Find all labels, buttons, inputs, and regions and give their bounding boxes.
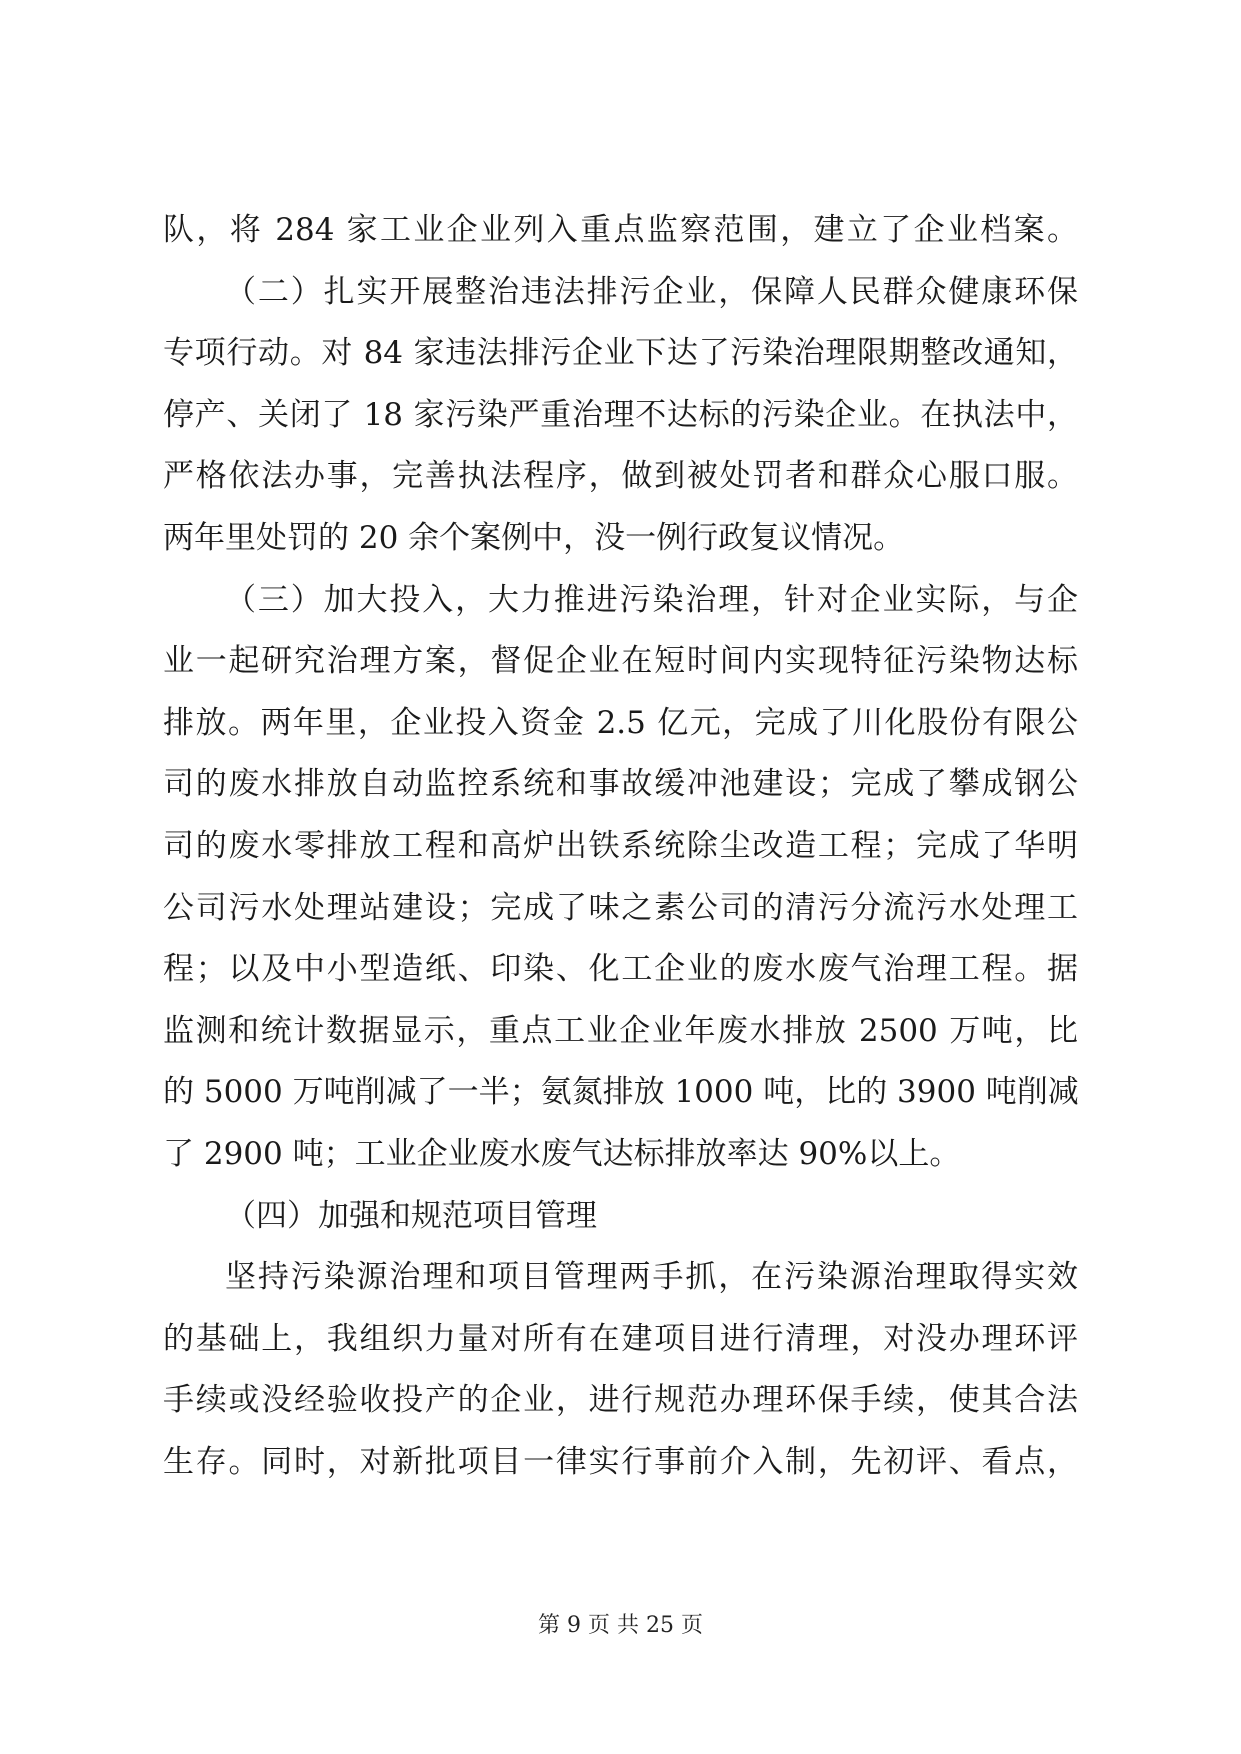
text-line: 两年里处罚的 20 余个案例中，没一例行政复议情况。 bbox=[163, 519, 905, 556]
text-line: 生存。同时，对新批项目一律实行事前介入制，先初评、看点， bbox=[163, 1443, 1078, 1480]
text-line: 的基础上，我组织力量对所有在建项目进行清理，对没办理环评 bbox=[163, 1320, 1078, 1357]
text-line: 公司污水处理站建设；完成了味之素公司的清污分流污水处理工 bbox=[163, 889, 1078, 926]
text-line: 坚持污染源治理和项目管理两手抓，在污染源治理取得实效 bbox=[225, 1259, 1078, 1296]
text-line: （三）加大投入，大力推进污染治理，针对企业实际，与企 bbox=[225, 581, 1078, 618]
text-line: 了 2900 吨；工业企业废水废气达标排放率达 90%以上。 bbox=[163, 1135, 961, 1172]
text-line: （二）扎实开展整治违法排污企业，保障人民群众健康环保 bbox=[225, 273, 1078, 310]
text-line: 队，将 284 家工业企业列入重点监察范围，建立了企业档案。 bbox=[163, 212, 1078, 248]
document-body bbox=[163, 200, 1078, 1493]
text-line: 司的废水零排放工程和高炉出铁系统除尘改造工程；完成了华明 bbox=[163, 827, 1078, 864]
text-line: 严格依法办事，完善执法程序，做到被处罚者和群众心服口服。 bbox=[163, 458, 1078, 495]
section-heading: （四）加强和规范项目管理 bbox=[225, 1197, 597, 1234]
text-line: 业一起研究治理方案，督促企业在短时间内实现特征污染物达标 bbox=[163, 643, 1078, 680]
text-line: 专项行动。对 84 家违法排污企业下达了污染治理限期整改通知， bbox=[163, 335, 1078, 372]
page-number-footer: 第 9 页 共 25 页 bbox=[538, 1613, 703, 1638]
text-line: 排放。两年里，企业投入资金 2.5 亿元，完成了川化股份有限公 bbox=[163, 704, 1078, 741]
text-line: 的 5000 万吨削减了一半；氨氮排放 1000 吨，比的 3900 吨削减 bbox=[163, 1074, 1079, 1111]
text-line: 手续或没经验收投产的企业，进行规范办理环保手续，使其合法 bbox=[163, 1382, 1078, 1419]
text-line: 监测和统计数据显示，重点工业企业年废水排放 2500 万吨，比 bbox=[163, 1012, 1078, 1049]
text-line: 停产、关闭了 18 家污染严重治理不达标的污染企业。在执法中， bbox=[163, 396, 1078, 433]
text-line: 程；以及中小型造纸、印染、化工企业的废水废气治理工程。据 bbox=[163, 951, 1078, 988]
text-line: 司的废水排放自动监控系统和事故缓冲池建设；完成了攀成钢公 bbox=[163, 766, 1078, 803]
